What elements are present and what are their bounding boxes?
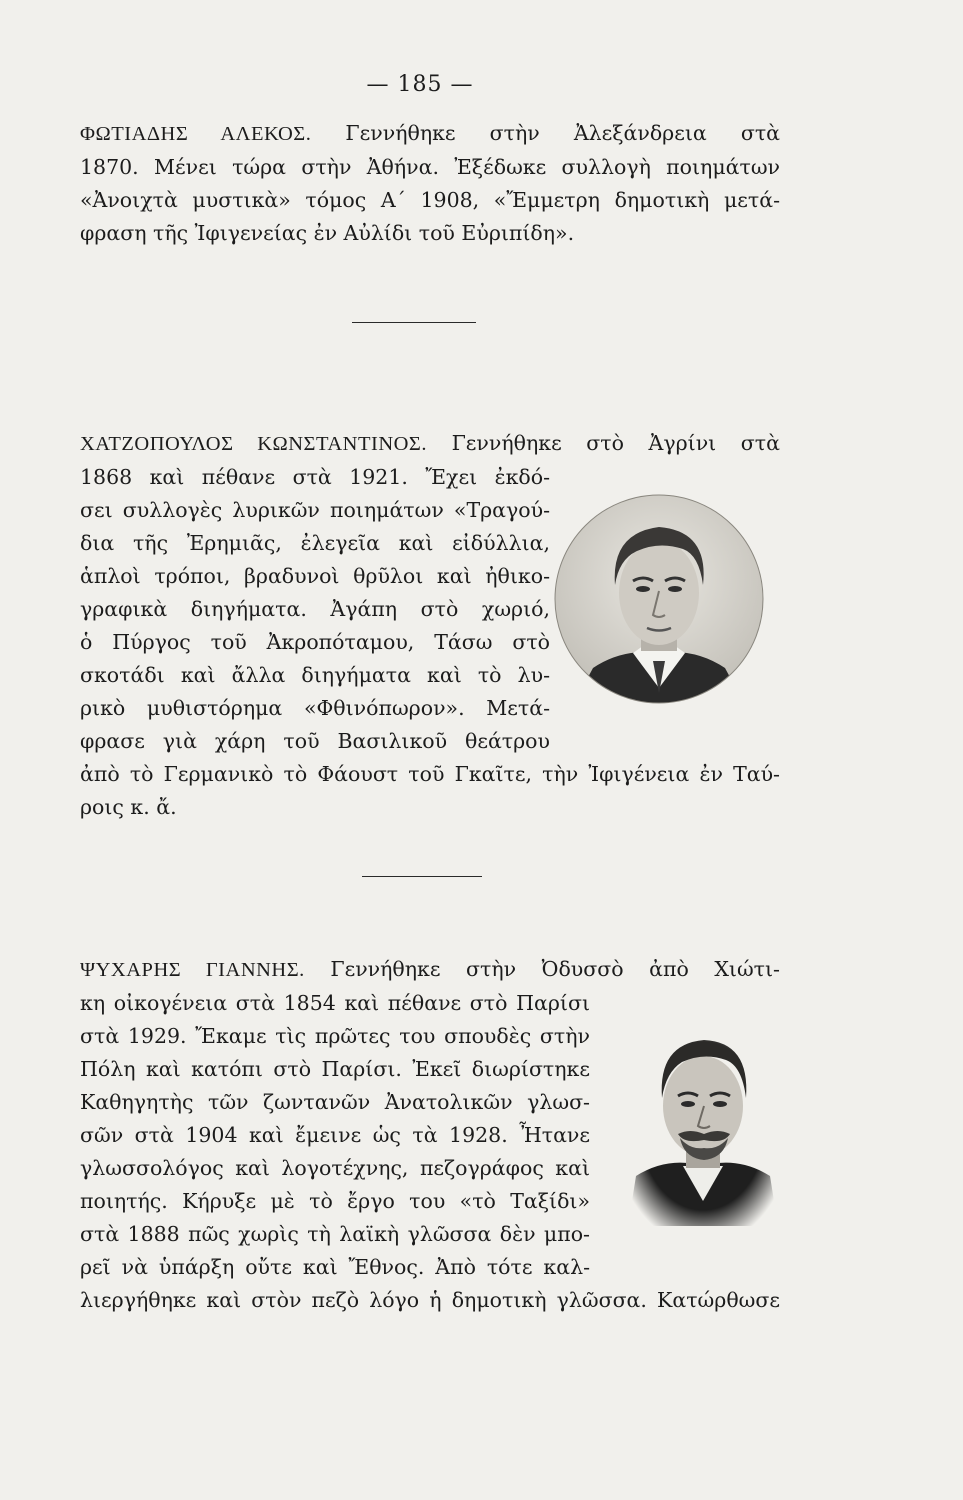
entry-line: 1870. Μένει τώρα στὴν Ἀθήνα. Ἐξέδωκε συλλογὴ ποιημάτων [80,155,780,179]
entry-line: ὁ Πύργος τοῦ Ἀκροπόταμου, Τάσω στὸ [80,630,550,654]
portrait-image [553,493,765,705]
entry-line: φρασε γιὰ χάρη τοῦ Βασιλικοῦ θεάτρου [80,729,550,753]
entry-line: ΧΑΤΖΟΠΟΥΛΟΣ ΚΩΝΣΤΑΝΤΙΝΟΣ. Γεννήθηκε στὸ Ἀγρίνι στὰ [80,431,780,455]
entry-line: «Ἀνοιχτὰ μυστικὰ» τόμος Α΄ 1908, «Ἔμμετρη δημοτικὴ μετά- [80,188,780,212]
entry-line: λιεργήθηκε καὶ στὸν πεζὸ λόγο ἡ δημοτικὴ γλῶσσα. Κατώρθωσε [80,1288,780,1312]
entry-name: ΧΑΤΖΟΠΟΥΛΟΣ ΚΩΝΣΤΑΝΤΙΝΟΣ. [80,433,427,455]
entry-line: σει συλλογὲς λυρικῶν ποιημάτων «Τραγού- [80,498,550,522]
portrait-psycharis [628,1026,778,1226]
entry-line: φραση τῆς Ἰφιγενείας ἐν Αὐλίδι τοῦ Εὐριπίδη». [80,221,575,245]
entry-line: ροις κ. ἄ. [80,795,177,819]
entry-line: ρεῖ νὰ ὑπάρξη οὔτε καὶ Ἔθνος. Ἀπὸ τότε καλ- [80,1255,590,1279]
entry-line: γραφικὰ διηγήματα. Ἀγάπη στὸ χωριό, [80,597,550,621]
divider [362,876,482,877]
entry-line: ποιητής. Κήρυξε μὲ τὸ ἔργο του «τὸ Ταξίδι» [80,1189,590,1213]
entry-line: ΨΥΧΑΡΗΣ ΓΙΑΝΝΗΣ. Γεννήθηκε στὴν Ὀδυσσὸ ἀπὸ Χιώτι- [80,957,780,981]
entry-line: ἀπὸ τὸ Γερμανικὸ τὸ Φάουστ τοῦ Γκαῖτε, τὴν Ἰφιγένεια ἐν Ταύ- [80,762,780,786]
entry-line: στὰ 1888 πῶς χωρὶς τὴ λαϊκὴ γλῶσσα δὲν μπο- [80,1222,590,1246]
entry-line: ρικὸ μυθιστόρημα «Φθινόπωρον». Μετά- [80,696,550,720]
entry-name: ΦΩΤΙΑΔΗΣ ΑΛΕΚΟΣ. [80,123,312,145]
entry-line: ΦΩΤΙΑΔΗΣ ΑΛΕΚΟΣ. Γεννήθηκε στὴν Ἀλεξάνδρεια στὰ [80,121,781,145]
entry-line: ἁπλοὶ τρόποι, βραδυνοὶ θρῦλοι καὶ ἠθικο- [80,564,550,588]
entry-line: δια τῆς Ἐρημιᾶς, ἐλεγεῖα καὶ εἰδύλλια, [80,531,550,555]
entry-line: κη οἰκογένεια στὰ 1854 καὶ πέθανε στὸ Παρίσι [80,991,590,1015]
page-number: — 185 — [366,72,474,97]
portrait-chatzopoulos [553,493,765,705]
portrait-image [628,1026,778,1226]
entry-line: 1868 καὶ πέθανε στὰ 1921. Ἔχει ἐκδό- [80,465,550,489]
entry-name: ΨΥΧΑΡΗΣ ΓΙΑΝΝΗΣ. [80,959,305,981]
entry-line: γλωσσολόγος καὶ λογοτέχνης, πεζογράφος καὶ [80,1156,590,1180]
entry-line: Πόλη καὶ κατόπι στὸ Παρίσι. Ἐκεῖ διωρίστηκε [80,1057,590,1081]
entry-line: σκοτάδι καὶ ἄλλα διηγήματα καὶ τὸ λυ- [80,663,550,687]
divider [352,322,476,323]
entry-line: στὰ 1929. Ἔκαμε τὶς πρῶτες του σπουδὲς στὴν [80,1024,590,1048]
entry-line: Καθηγητὴς τῶν ζωντανῶν Ἀνατολικῶν γλωσ- [80,1090,590,1114]
entry-fotiadis [80,117,780,250]
entry-line: σῶν στὰ 1904 καὶ ἔμεινε ὡς τὰ 1928. Ἦτανε [80,1123,590,1147]
